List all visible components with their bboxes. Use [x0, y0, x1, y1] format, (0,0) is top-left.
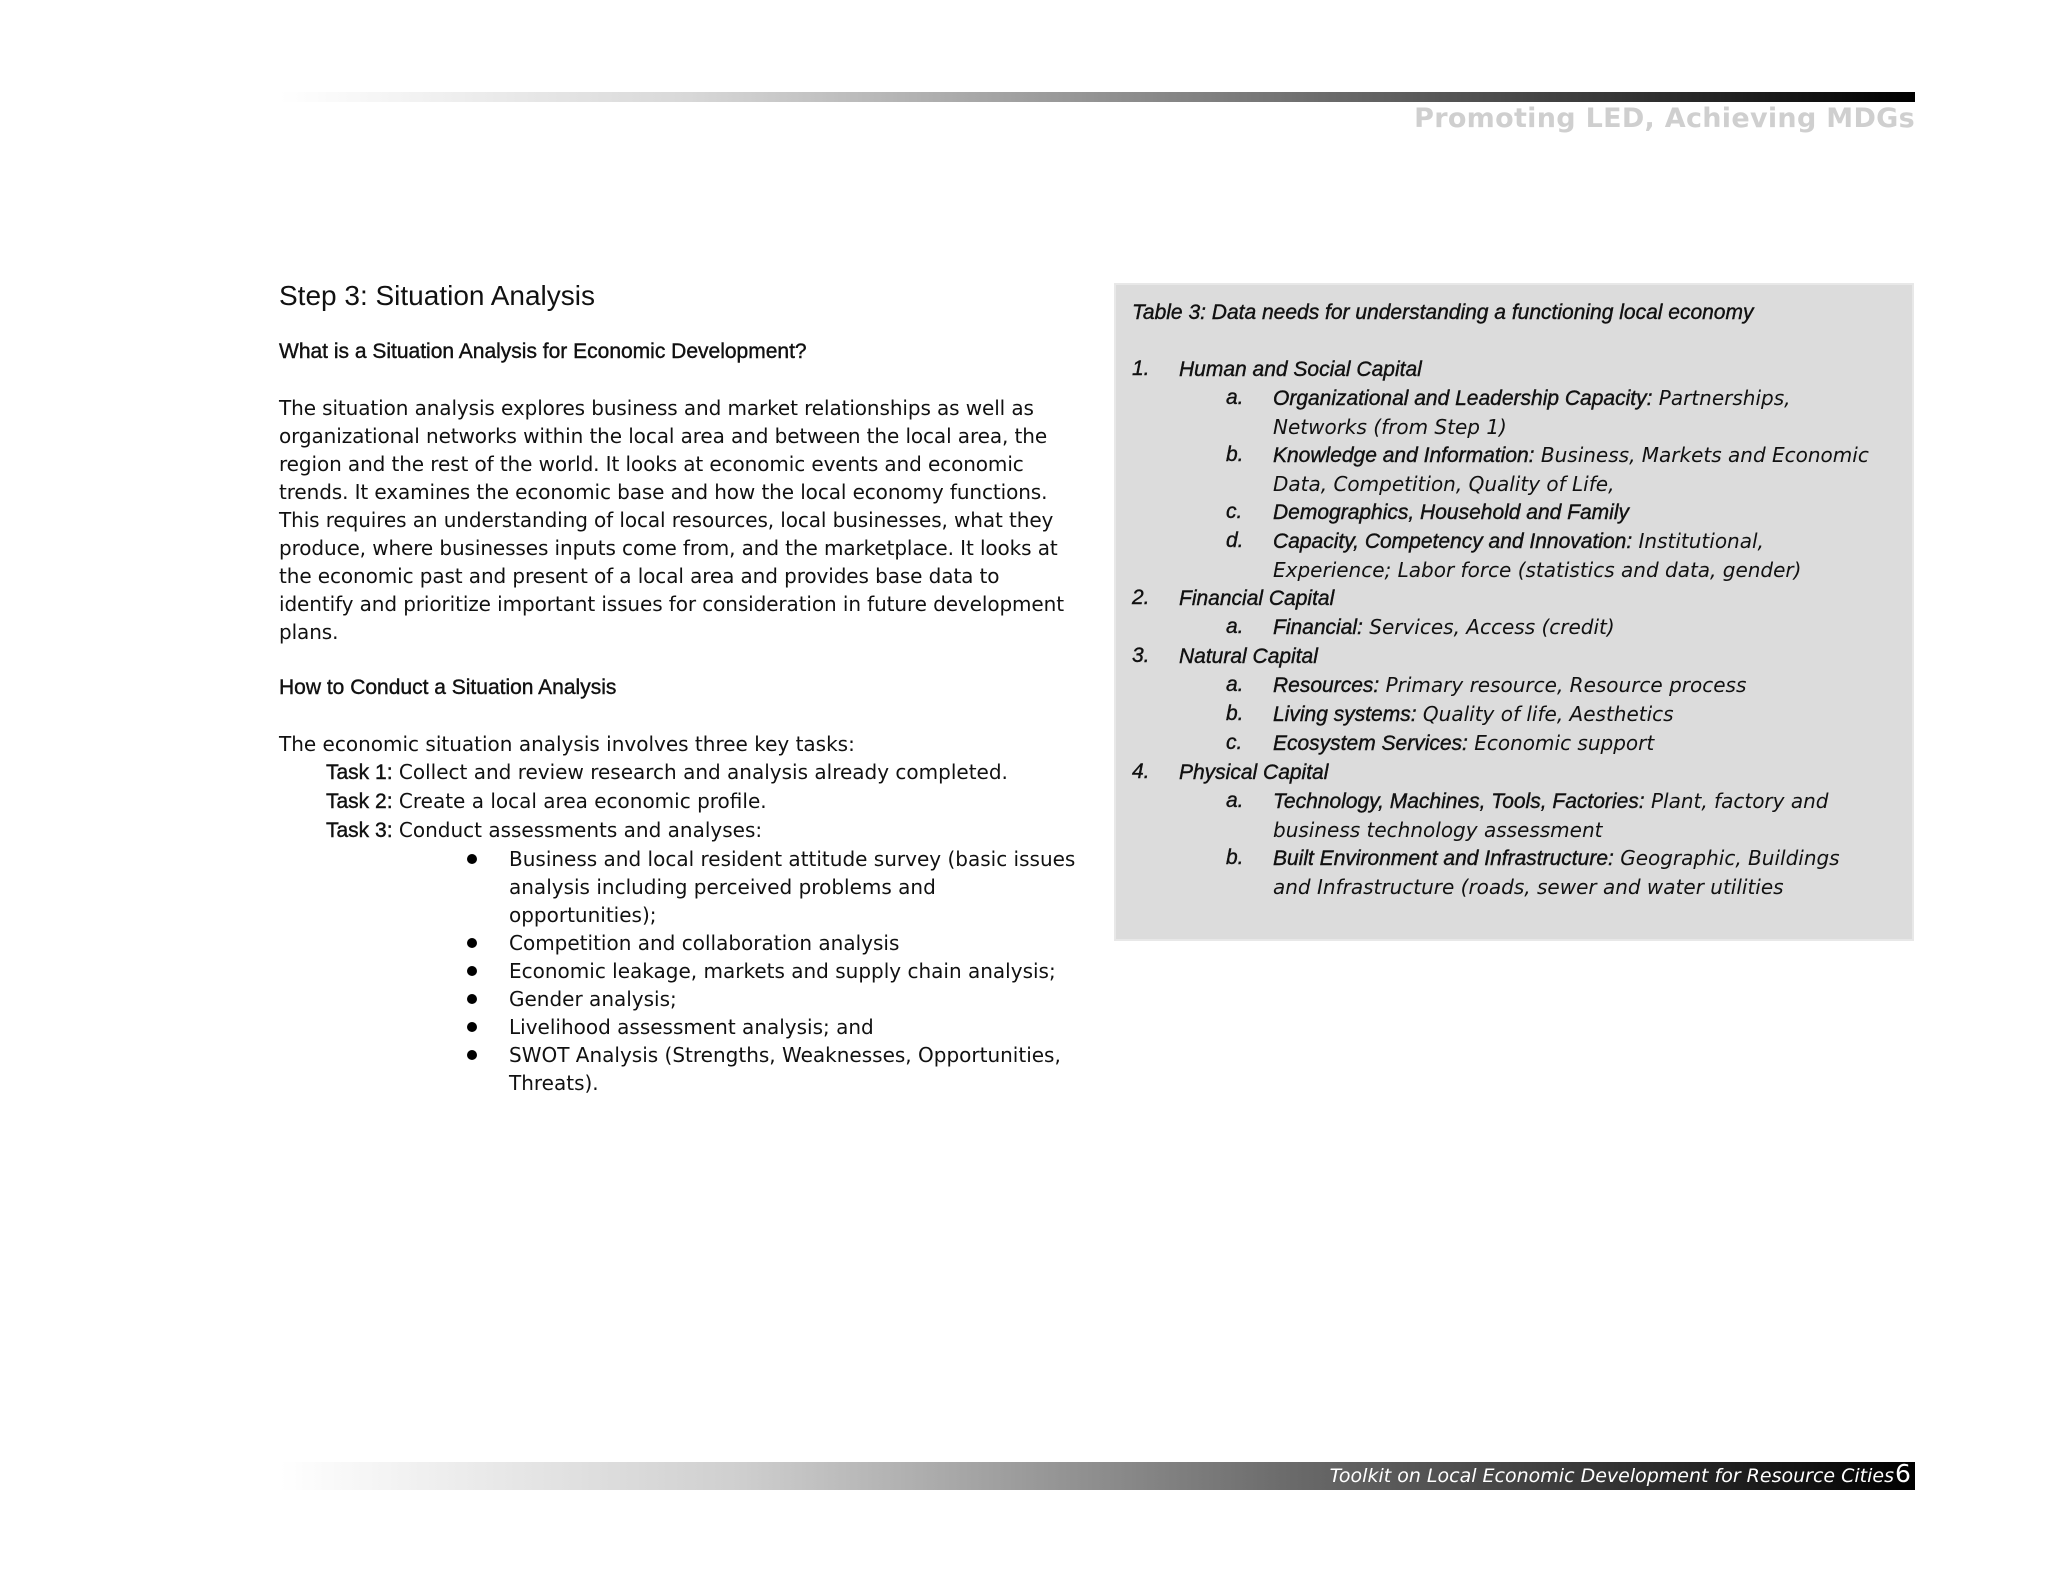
sub-item-text: Primary resource, Resource process [1379, 673, 1747, 697]
capital-row [1132, 584, 1896, 613]
sub-item-text: Plant, factory and business technology assessment [1273, 789, 1829, 842]
sub-item-label: Capacity, Competency and Innovation: [1273, 530, 1633, 553]
capital-row [1132, 355, 1896, 384]
list-item: Business and local resident attitude survey (basic issues analysis including perceived problems and opportunities); [465, 845, 1089, 929]
sub-item-letter: c. [1226, 500, 1243, 523]
capital-number: 2. [1132, 586, 1150, 609]
assessment-bullet-list [465, 845, 1079, 1097]
list-item: SWOT Analysis (Strengths, Weaknesses, Opportunities, Threats). [465, 1041, 1089, 1097]
table-caption: Table 3: Data needs for understanding a functioning local economy [1132, 301, 1754, 324]
capital-sub-item [1132, 844, 1878, 901]
sub-item-letter: a. [1226, 615, 1244, 638]
tasks-intro: The economic situation analysis involves three key tasks: [279, 732, 855, 756]
capital-number: 4. [1132, 760, 1150, 783]
sub-item-text: Business, Markets and Economic Data, Competition, Quality of Life, [1273, 443, 1869, 496]
sub-item-letter: b. [1226, 443, 1244, 466]
task-label: Task 2: [326, 790, 393, 813]
capital-sub-item [1132, 498, 1878, 527]
header-gradient-bar [280, 92, 1915, 102]
main-column [279, 278, 1079, 1097]
task-label: Task 3: [326, 819, 393, 842]
capital-sub-item [1132, 671, 1878, 700]
task-item [326, 787, 1079, 816]
list-item: Competition and collaboration analysis [465, 929, 1089, 957]
page-number: 6 [1895, 1459, 1911, 1488]
sub-item-letter: d. [1226, 529, 1244, 552]
capital-row [1132, 642, 1896, 671]
sub-item-text: Services, Access (credit) [1362, 615, 1615, 639]
capital-name: Financial Capital [1179, 587, 1335, 610]
sub-item-label: Ecosystem Services: [1273, 732, 1468, 755]
task-item [326, 816, 1079, 845]
task-item [326, 758, 1079, 787]
sub-item-letter: c. [1226, 731, 1243, 754]
task-text: Create a local area economic profile. [392, 789, 767, 813]
list-item: Gender analysis; [465, 985, 1089, 1013]
page-title: Step 3: Situation Analysis [279, 280, 595, 311]
sub-item-label: Built Environment and Infrastructure: [1273, 847, 1614, 870]
capital-name: Human and Social Capital [1179, 358, 1422, 381]
footer-title: Toolkit on Local Economic Development for Resource Cities [1329, 1465, 1894, 1487]
sub-item-text: Geographic, Buildings and Infrastructure (roads, sewer and water utilities [1273, 846, 1840, 899]
capital-number: 3. [1132, 644, 1150, 667]
sub-item-letter: b. [1226, 702, 1244, 725]
data-needs-table-box [1114, 283, 1914, 941]
sub-item-label: Knowledge and Information: [1273, 444, 1535, 467]
capital-sub-item [1132, 527, 1878, 584]
sub-item-text: Institutional, Experience; Labor force (statistics and data, gender) [1273, 529, 1802, 582]
capital-sub-item [1132, 441, 1878, 498]
section-body-paragraph: The situation analysis explores business and market relationships as well as organizational networks within the local area and between the local area, the region and the rest of the world. It looks at economic events and economic trends. It examines the economic base and how the local economy functions. This requires an understanding of local resources, local businesses, what they produce, where businesses inputs come from, and the marketplace. It looks at the economic past and present of a local area and provides base data to identify and prioritize important issues for consideration in future development plans. [279, 396, 1064, 644]
list-item: Economic leakage, markets and supply chain analysis; [465, 957, 1089, 985]
capital-name: Physical Capital [1179, 761, 1329, 784]
task-text: Conduct assessments and analyses: [392, 818, 763, 842]
sub-item-label: Resources: [1273, 674, 1380, 697]
sub-item-letter: b. [1226, 846, 1244, 869]
capital-number: 1. [1132, 357, 1150, 380]
sub-item-text: Quality of life, Aesthetics [1416, 702, 1674, 726]
sub-item-label: Living systems: [1273, 703, 1417, 726]
capital-sub-item [1132, 729, 1878, 758]
capital-row [1132, 758, 1896, 787]
capital-name: Natural Capital [1179, 645, 1318, 668]
capital-sub-item [1132, 384, 1878, 441]
sub-item-letter: a. [1226, 673, 1244, 696]
header-tagline: Promoting LED, Achieving MDGs [1414, 103, 1915, 134]
sub-item-letter: a. [1226, 789, 1244, 812]
sub-item-label: Demographics, Household and Family [1273, 501, 1630, 524]
section-heading-how-to: How to Conduct a Situation Analysis [279, 676, 617, 699]
capital-sub-item [1132, 787, 1878, 844]
list-item: Livelihood assessment analysis; and [465, 1013, 1089, 1041]
capital-sub-item [1132, 700, 1878, 729]
sub-item-letter: a. [1226, 386, 1244, 409]
section-heading-what-is: What is a Situation Analysis for Economic Development? [279, 340, 807, 363]
capital-sub-item [1132, 613, 1878, 642]
sub-item-label: Organizational and Leadership Capacity: [1273, 387, 1653, 410]
task-text: Collect and review research and analysis already completed. [392, 760, 1008, 784]
sub-item-text: Partnerships, Networks (from Step 1) [1273, 386, 1791, 439]
sub-item-label: Financial: [1273, 616, 1363, 639]
sub-item-text: Economic support [1467, 731, 1655, 755]
task-label: Task 1: [326, 761, 393, 784]
sub-item-label: Technology, Machines, Tools, Factories: [1273, 790, 1645, 813]
